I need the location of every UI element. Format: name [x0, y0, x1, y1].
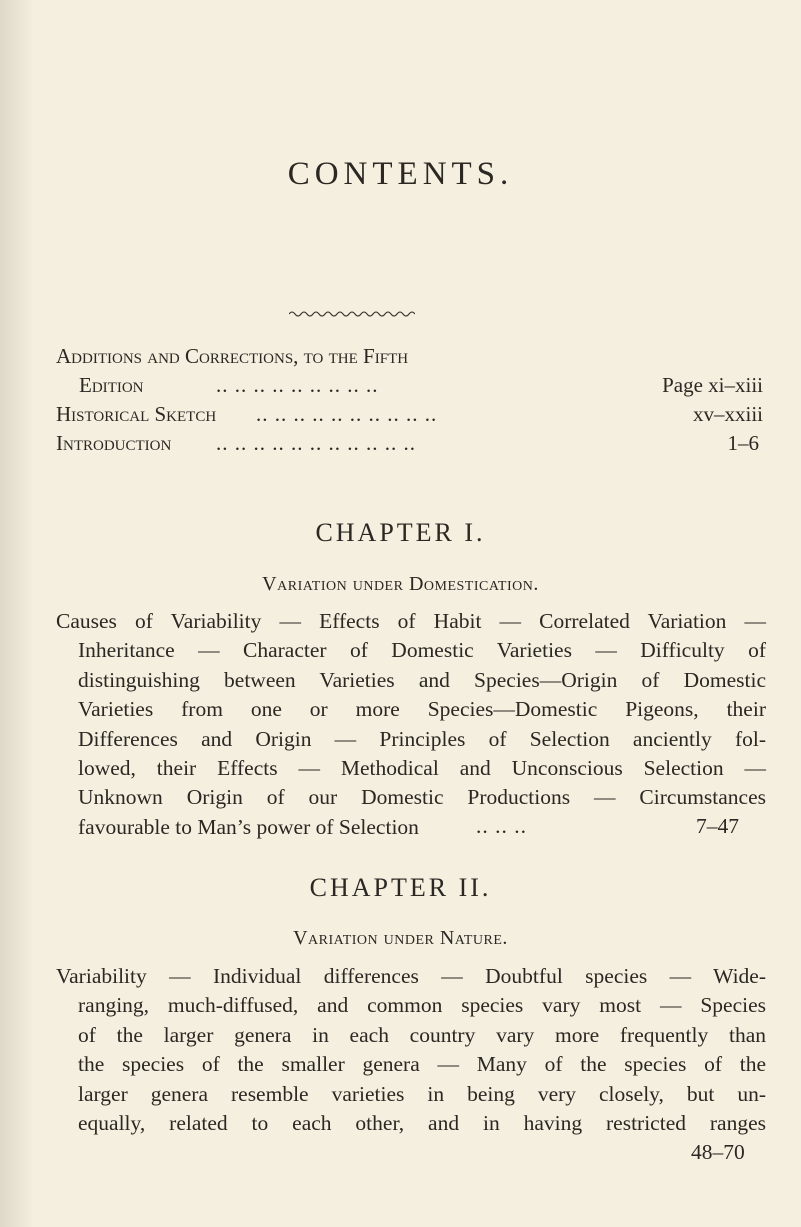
summary-line: Differences and Origin — Principles of Selection anciently fol- — [78, 726, 766, 751]
summary-line: distinguishing between Varieties and Species—Origin of Domestic — [78, 667, 766, 692]
summary-line: Inheritance — Character of Domestic Varieties — Difficulty of — [78, 638, 766, 663]
summary-line: of the larger genera in each country vary more frequently than — [78, 1022, 766, 1047]
summary-line: the species of the smaller genera — Many of the species of the — [78, 1052, 766, 1077]
summary-line: larger genera resemble varieties in being very closely, but un- — [78, 1081, 766, 1106]
leader-dots: .. .. .. .. .. .. .. .. .. .. .. — [216, 431, 416, 455]
summary-line: ranging, much-diffused, and common species vary most — Species — [78, 993, 766, 1018]
toc-entry-pages: 1–6 — [727, 431, 759, 455]
chapter-heading: CHAPTER II. — [309, 873, 492, 902]
toc-entry-historical-sketch — [56, 400, 763, 429]
chapter-heading: CHAPTER I. — [315, 518, 486, 547]
summary-line: lowed, their Effects — Methodical and Unconscious Selection — — [78, 755, 766, 780]
front-matter-list — [56, 342, 763, 458]
chapter-summary — [56, 962, 766, 1138]
summary-line: equally, related to each other, and in having restricted ranges — [78, 1110, 766, 1135]
chapter-subtitle: Variation under Nature. — [293, 927, 508, 949]
page-title: CONTENTS. — [287, 156, 514, 192]
leader-dots: .. .. .. .. .. .. .. .. .. .. — [256, 402, 438, 426]
toc-entry-title: Historical Sketch — [56, 402, 217, 426]
leader-dots: .. .. .. — [476, 814, 527, 838]
chapter-summary — [56, 607, 766, 842]
decorative-wavy-rule — [289, 309, 415, 319]
toc-entry-additions — [56, 342, 763, 371]
toc-entry-pages: Page xi–xiii — [662, 373, 763, 397]
toc-entry-additions-cont — [56, 371, 763, 400]
toc-entry-title: Introduction — [56, 431, 172, 455]
chapter-pages: 7–47 — [696, 814, 739, 838]
toc-entry-pages: xv–xxiii — [692, 402, 763, 426]
toc-entry-title: Edition — [79, 373, 144, 397]
summary-line: favourable to Man’s power of Selection — [78, 814, 419, 839]
chapter-pages: 48–70 — [691, 1140, 745, 1164]
summary-line: Causes of Variability — Effects of Habit — Correlated Variation — — [56, 609, 766, 633]
leader-dots: .. .. .. .. .. .. .. .. .. — [216, 373, 379, 397]
summary-line: Unknown Origin of our Domestic Productions — Circumstances — [78, 785, 766, 810]
toc-entry-title: Additions and Corrections, to the Fifth — [56, 344, 409, 368]
chapter-subtitle: Variation under Domestication. — [262, 573, 539, 595]
summary-line: Variability — Individual differences — Doubtful species — Wide- — [56, 964, 766, 988]
toc-entry-introduction — [56, 429, 763, 458]
summary-line: Varieties from one or more Species—Domestic Pigeons, their — [78, 697, 766, 722]
